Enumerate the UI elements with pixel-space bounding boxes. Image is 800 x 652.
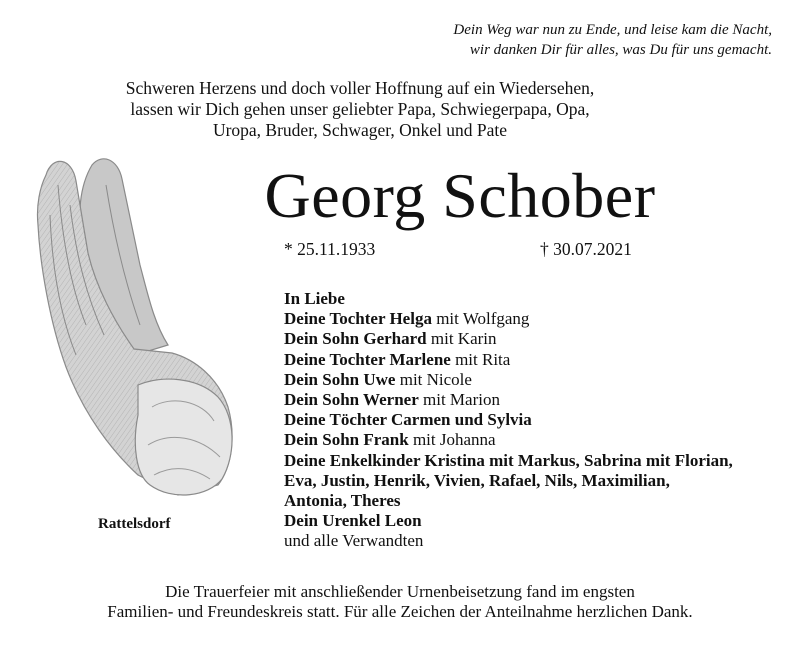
mourner-partner: mit Rita [450,349,511,369]
footer-text [30,582,770,622]
mourner-name: Antonia, Theres [284,491,401,511]
mourner-row [284,451,733,471]
mourner-row [284,289,733,309]
deceased-name: Georg Schober [264,160,656,231]
mourner-name: Dein Sohn Gerhard [284,329,427,349]
praying-hands-icon [22,145,247,505]
poem-line: Dein Weg war nun zu Ende, und leise kam die Nacht, [453,22,772,38]
mourner-row [284,350,733,370]
mourner-partner: mit Johanna [408,430,496,450]
mourner-name: Deine Tochter Helga [284,309,432,329]
mourner-row [284,430,733,450]
mourner-name: Deine Enkelkinder Kristina mit Markus, Sabrina mit Florian, [284,450,733,470]
mourner-row [284,471,733,491]
intro-line: Uropa, Bruder, Schwager, Onkel und Pate [212,120,508,140]
mourner-name: Dein Sohn Werner [284,390,419,410]
intro-line: lassen wir Dich gehen unser geliebter Papa, Schwiegerpapa, Opa, [130,99,590,119]
intro-line: Schweren Herzens und doch voller Hoffnung auf ein Wiedersehen, [125,78,595,98]
mourner-partner: mit Marion [418,390,500,410]
mourner-name: Dein Urenkel Leon [284,511,422,531]
mourner-name: Deine Tochter Marlene [284,349,451,369]
death-date: † 30.07.2021 [540,239,632,259]
poem [453,20,772,60]
mourner-row [284,491,733,511]
mourner-row [284,309,733,329]
mourner-name: Eva, Justin, Henrik, Vivien, Rafael, Nils, Maximilian, [284,470,670,490]
mourner-row [284,329,733,349]
mourner-partner: und alle Verwandten [284,531,424,551]
footer-line: Die Trauerfeier mit anschließender Urnenbeisetzung fand im engsten [165,582,635,601]
footer-line: Familien- und Freundeskreis statt. Für alle Zeichen der Anteilnahme herzlichen Dank. [107,602,693,621]
mourner-partner: mit Wolfgang [431,309,530,329]
mourner-name: In Liebe [284,289,345,308]
mourner-partner: mit Karin [426,329,497,349]
place-name: Rattelsdorf [98,516,171,532]
poem-line: wir danken Dir für alles, was Du für uns gemacht. [469,42,772,58]
mourner-name: Dein Sohn Frank [284,430,409,450]
birth-date: * 25.11.1933 [284,239,376,259]
intro-text [100,78,620,141]
mourners-list [284,289,733,552]
mourner-row [284,390,733,410]
mourner-partner: mit Nicole [395,369,472,389]
mourner-name: Dein Sohn Uwe [284,369,396,389]
mourner-row [284,370,733,390]
mourner-row [284,410,733,430]
mourner-name: Deine Töchter Carmen und Sylvia [284,410,532,430]
mourner-row [284,511,733,531]
mourner-row [284,531,733,551]
